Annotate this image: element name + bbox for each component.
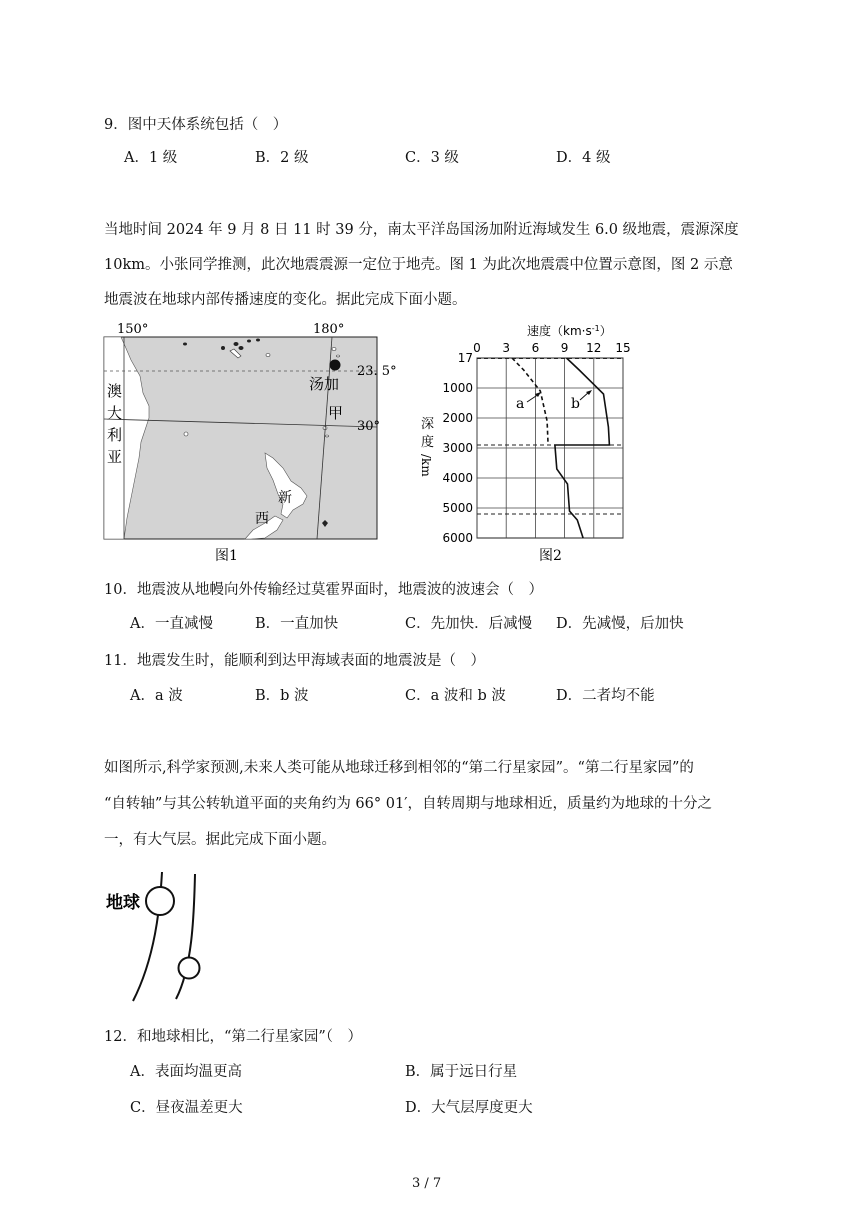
planet-orbit xyxy=(176,874,195,999)
y-axis-label-1: 深 xyxy=(421,417,435,432)
y-tick-label: 6000 xyxy=(442,531,473,545)
y-tick-label: 5000 xyxy=(442,501,473,515)
x-tick-label: 6 xyxy=(531,341,540,355)
region-label-xin: 新 xyxy=(278,490,292,506)
figure2-chart xyxy=(415,318,635,568)
q11-option-d: D．二者均不能 xyxy=(556,688,655,704)
y-axis-label-3: /km xyxy=(419,454,433,477)
region-label-ao: 澳 xyxy=(107,382,123,400)
figure3-planets xyxy=(100,868,240,1008)
q11-option-b: B．b 波 xyxy=(255,688,309,704)
x-tick-labels xyxy=(473,341,630,355)
q9-option-b: B．2 级 xyxy=(255,150,309,166)
curve-label-b: b xyxy=(571,396,580,412)
q12-option-d: D．大气层厚度更大 xyxy=(405,1100,533,1116)
q12-stem: 12．和地球相比，“第二行星家园”（ ） xyxy=(104,1029,363,1045)
x-tick-label: 3 xyxy=(502,341,511,355)
passage1-line-1: 当地时间 2024 年 9 月 8 日 11 时 39 分，南太平洋岛国汤加附近海域发生 6.0 级地震，震源深度 xyxy=(104,222,739,238)
x-axis-title: 速度$(km\cdot s^{-1})$ xyxy=(527,324,612,338)
region-label-jia: 甲 xyxy=(328,404,344,422)
passage2-line-1: 如图所示,科学家预测,未来人类可能从地球迁移到相邻的“第二行星家园”。“第二行星家园”的 xyxy=(104,760,694,776)
earth-label: 地球 xyxy=(106,893,140,913)
curve-label-a: a xyxy=(516,396,525,412)
q12-option-b: B．属于远日行星 xyxy=(405,1064,518,1080)
figure1-caption: 图1 xyxy=(215,548,238,564)
y-tick-label: 17 xyxy=(457,351,473,365)
region-label-da: 大 xyxy=(107,404,123,422)
q11-stem: 11．地震发生时，能顺利到达甲海域表面的地震波是（ ） xyxy=(104,653,485,669)
chart-grid xyxy=(477,358,623,538)
y-tick-label: 2000 xyxy=(442,411,473,425)
lon-label-180: 180° xyxy=(313,322,345,337)
q11-option-a: A．a 波 xyxy=(130,688,183,704)
q11-option-c: C．a 波和 b 波 xyxy=(405,688,506,704)
lat-label-23-5: 23. 5° xyxy=(357,364,397,379)
figure2-caption: 图2 xyxy=(539,548,562,564)
q9-option-a: A．1 级 xyxy=(124,150,178,166)
q12-option-a: A．表面均温更高 xyxy=(130,1064,242,1080)
lon-label-150: 150° xyxy=(117,322,149,337)
passage2-line-2: “自转轴”与其公转轨道平面的夹角约为 66° 01′，自转周期与地球相近，质量约为地球的十分之 xyxy=(104,796,712,812)
region-label-tonga: 汤加 xyxy=(309,375,340,393)
y-tick-label: 4000 xyxy=(442,471,473,485)
y-tick-label: 3000 xyxy=(442,441,473,455)
q9-option-d: D．4 级 xyxy=(556,150,611,166)
passage1-line-3: 地震波在地球内部传播速度的变化。据此完成下面小题。 xyxy=(104,292,467,308)
q12-option-c: C．昼夜温差更大 xyxy=(130,1100,243,1116)
x-tick-label: 9 xyxy=(560,341,569,355)
q10-option-a: A．一直减慢 xyxy=(130,616,213,632)
region-label-ya: 亚 xyxy=(107,448,123,466)
q10-option-d: D．先减慢，后加快 xyxy=(556,616,684,632)
q10-stem: 10．地震波从地幔向外传输经过莫霍界面时，地震波的波速会（ ） xyxy=(104,582,543,598)
x-tick-label: 0 xyxy=(473,341,481,355)
y-tick-label: 1000 xyxy=(442,381,473,395)
y-tick-labels xyxy=(442,351,473,545)
epicenter-marker xyxy=(330,360,341,371)
region-label-li: 利 xyxy=(107,426,123,444)
q9-option-c: C．3 级 xyxy=(405,150,459,166)
x-tick-label: 15 xyxy=(615,341,631,355)
second-planet-circle xyxy=(179,958,200,979)
earth-circle xyxy=(146,887,174,915)
q10-option-b: B．一直加快 xyxy=(255,616,339,632)
figure1-map xyxy=(95,318,425,568)
region-label-xi: 西 xyxy=(255,511,269,527)
passage1-line-2: 10km。小张同学推测，此次地震震源一定位于地壳。图 1 为此次地震震中位置示意图，图 2 示意 xyxy=(104,257,733,273)
q9-stem: 9．图中天体系统包括（ ） xyxy=(104,117,288,133)
lat-label-30: 30° xyxy=(357,419,381,434)
y-axis-label-2: 度 xyxy=(421,435,435,450)
passage2-line-3: 一，有大气层。据此完成下面小题。 xyxy=(104,832,336,848)
page-number: 3 / 7 xyxy=(412,1176,442,1191)
x-tick-label: 12 xyxy=(586,341,602,355)
q10-option-c: C．先加快．后减慢 xyxy=(405,616,533,632)
